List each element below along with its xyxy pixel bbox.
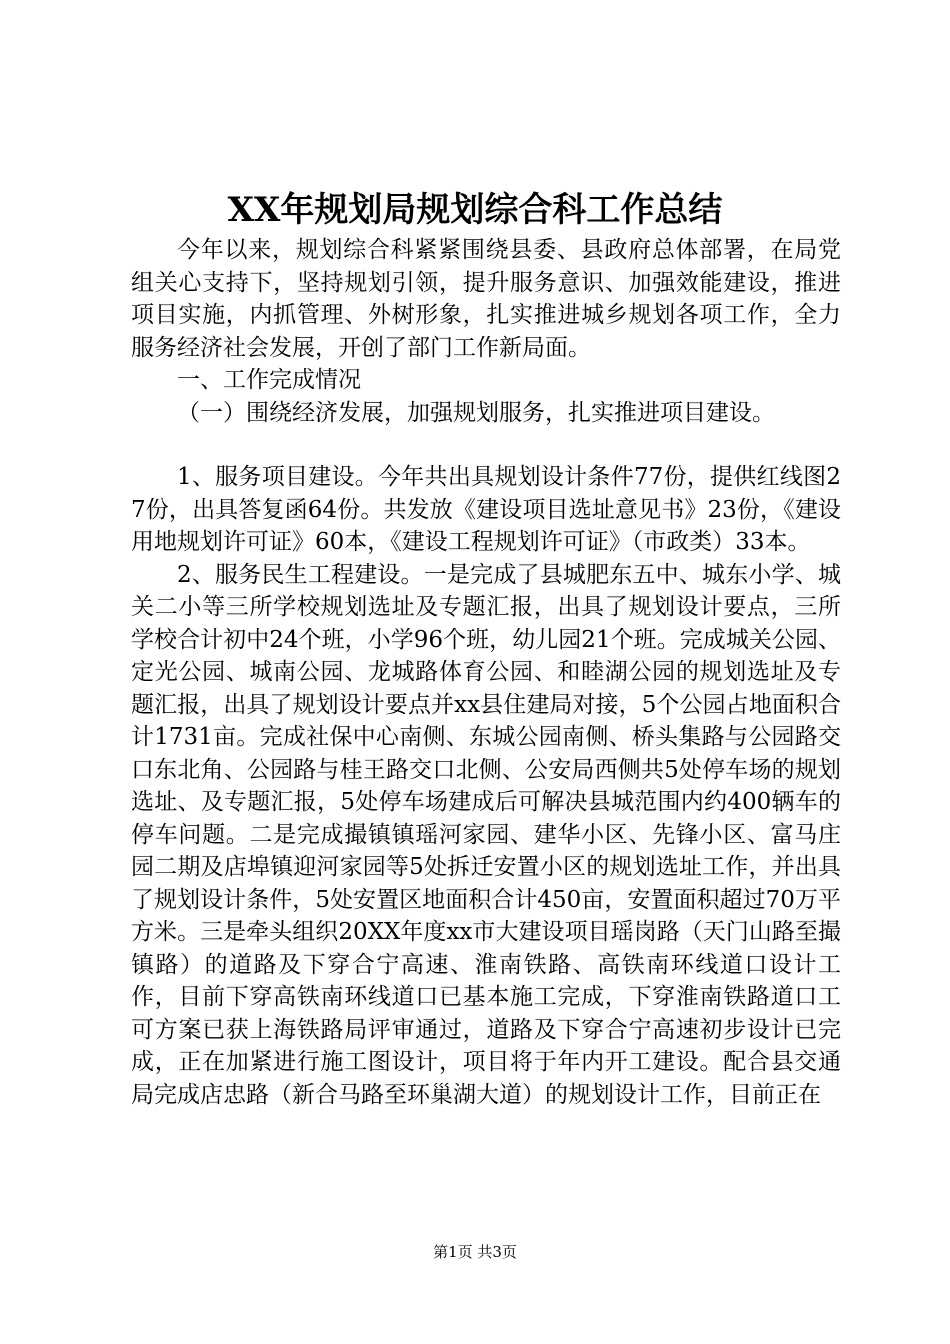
body-paragraph: 1、服务项目建设。今年共出具规划设计条件77份，提供红线图27份，出具答复函64份。共发放《建设项目选址意见书》23份，《建设用地规划许可证》60本，《建设工程规划许可证》（市政类）33本。	[131, 464, 841, 555]
intro-paragraph: 今年以来，规划综合科紧紧围绕县委、县政府总体部署，在局党组关心支持下，坚持规划引领，提升服务意识、加强效能建设，推进项目实施，内抓管理、外树形象，扎实推进城乡规划各项工作，全力服务经济社会发展，开创了部门工作新局面。	[131, 237, 841, 361]
subsection-heading: （一）围绕经济发展，加强规划服务，扎实推进项目建设。	[177, 399, 775, 426]
body-paragraph: 2、服务民生工程建设。一是完成了县城肥东五中、城东小学、城关二小等三所学校规划选址及专题汇报，出具了规划设计要点，三所学校合计初中24个班，小学96个班，幼儿园21个班。完成城关公园、定光公园、城南公园、龙城路体育公园、和睦湖公园的规划选址及专题汇报，出具了规划设计要点并xx县住建局对接，5个公园占地面积合计1731亩。完成社保中心南侧、东城公园南侧、桥头集路与公园路交口东北角、公园路与桂王路交口北侧、公安局西侧共5处停车场的规划选址、及专题汇报，5处停车场建成后可解决县城范围内约400辆车的停车问题。二是完成撮镇镇瑶河家园、建华小区、先锋小区、富马庄园二期及店埠镇迎河家园等5处拆迁安置小区的规划选址工作，并出具了规划设计条件，5处安置区地面积合计450亩，安置面积超过70万平方米。三是牵头组织20XX年度xx市大建设项目瑶岗路（天门山路至撮镇路）的道路及下穿合宁高速、淮南铁路、高铁南环线道口设计工作，目前下穿高铁南环线道口已基本施工完成，下穿淮南铁路道口工可方案已获上海铁路局评审通过，道路及下穿合宁高速初步设计已完成，正在加紧进行施工图设计，项目将于年内开工建设。配合县交通局完成店忠路（新合马路至环巢湖大道）的规划设计工作，目前正在	[131, 561, 841, 1108]
document-body	[131, 234, 841, 1111]
document-title: XX年规划局规划综合科工作总结	[227, 190, 723, 230]
page-footer: 第1页 共3页	[433, 1243, 517, 1261]
section-heading: 一、工作完成情况	[177, 367, 361, 393]
